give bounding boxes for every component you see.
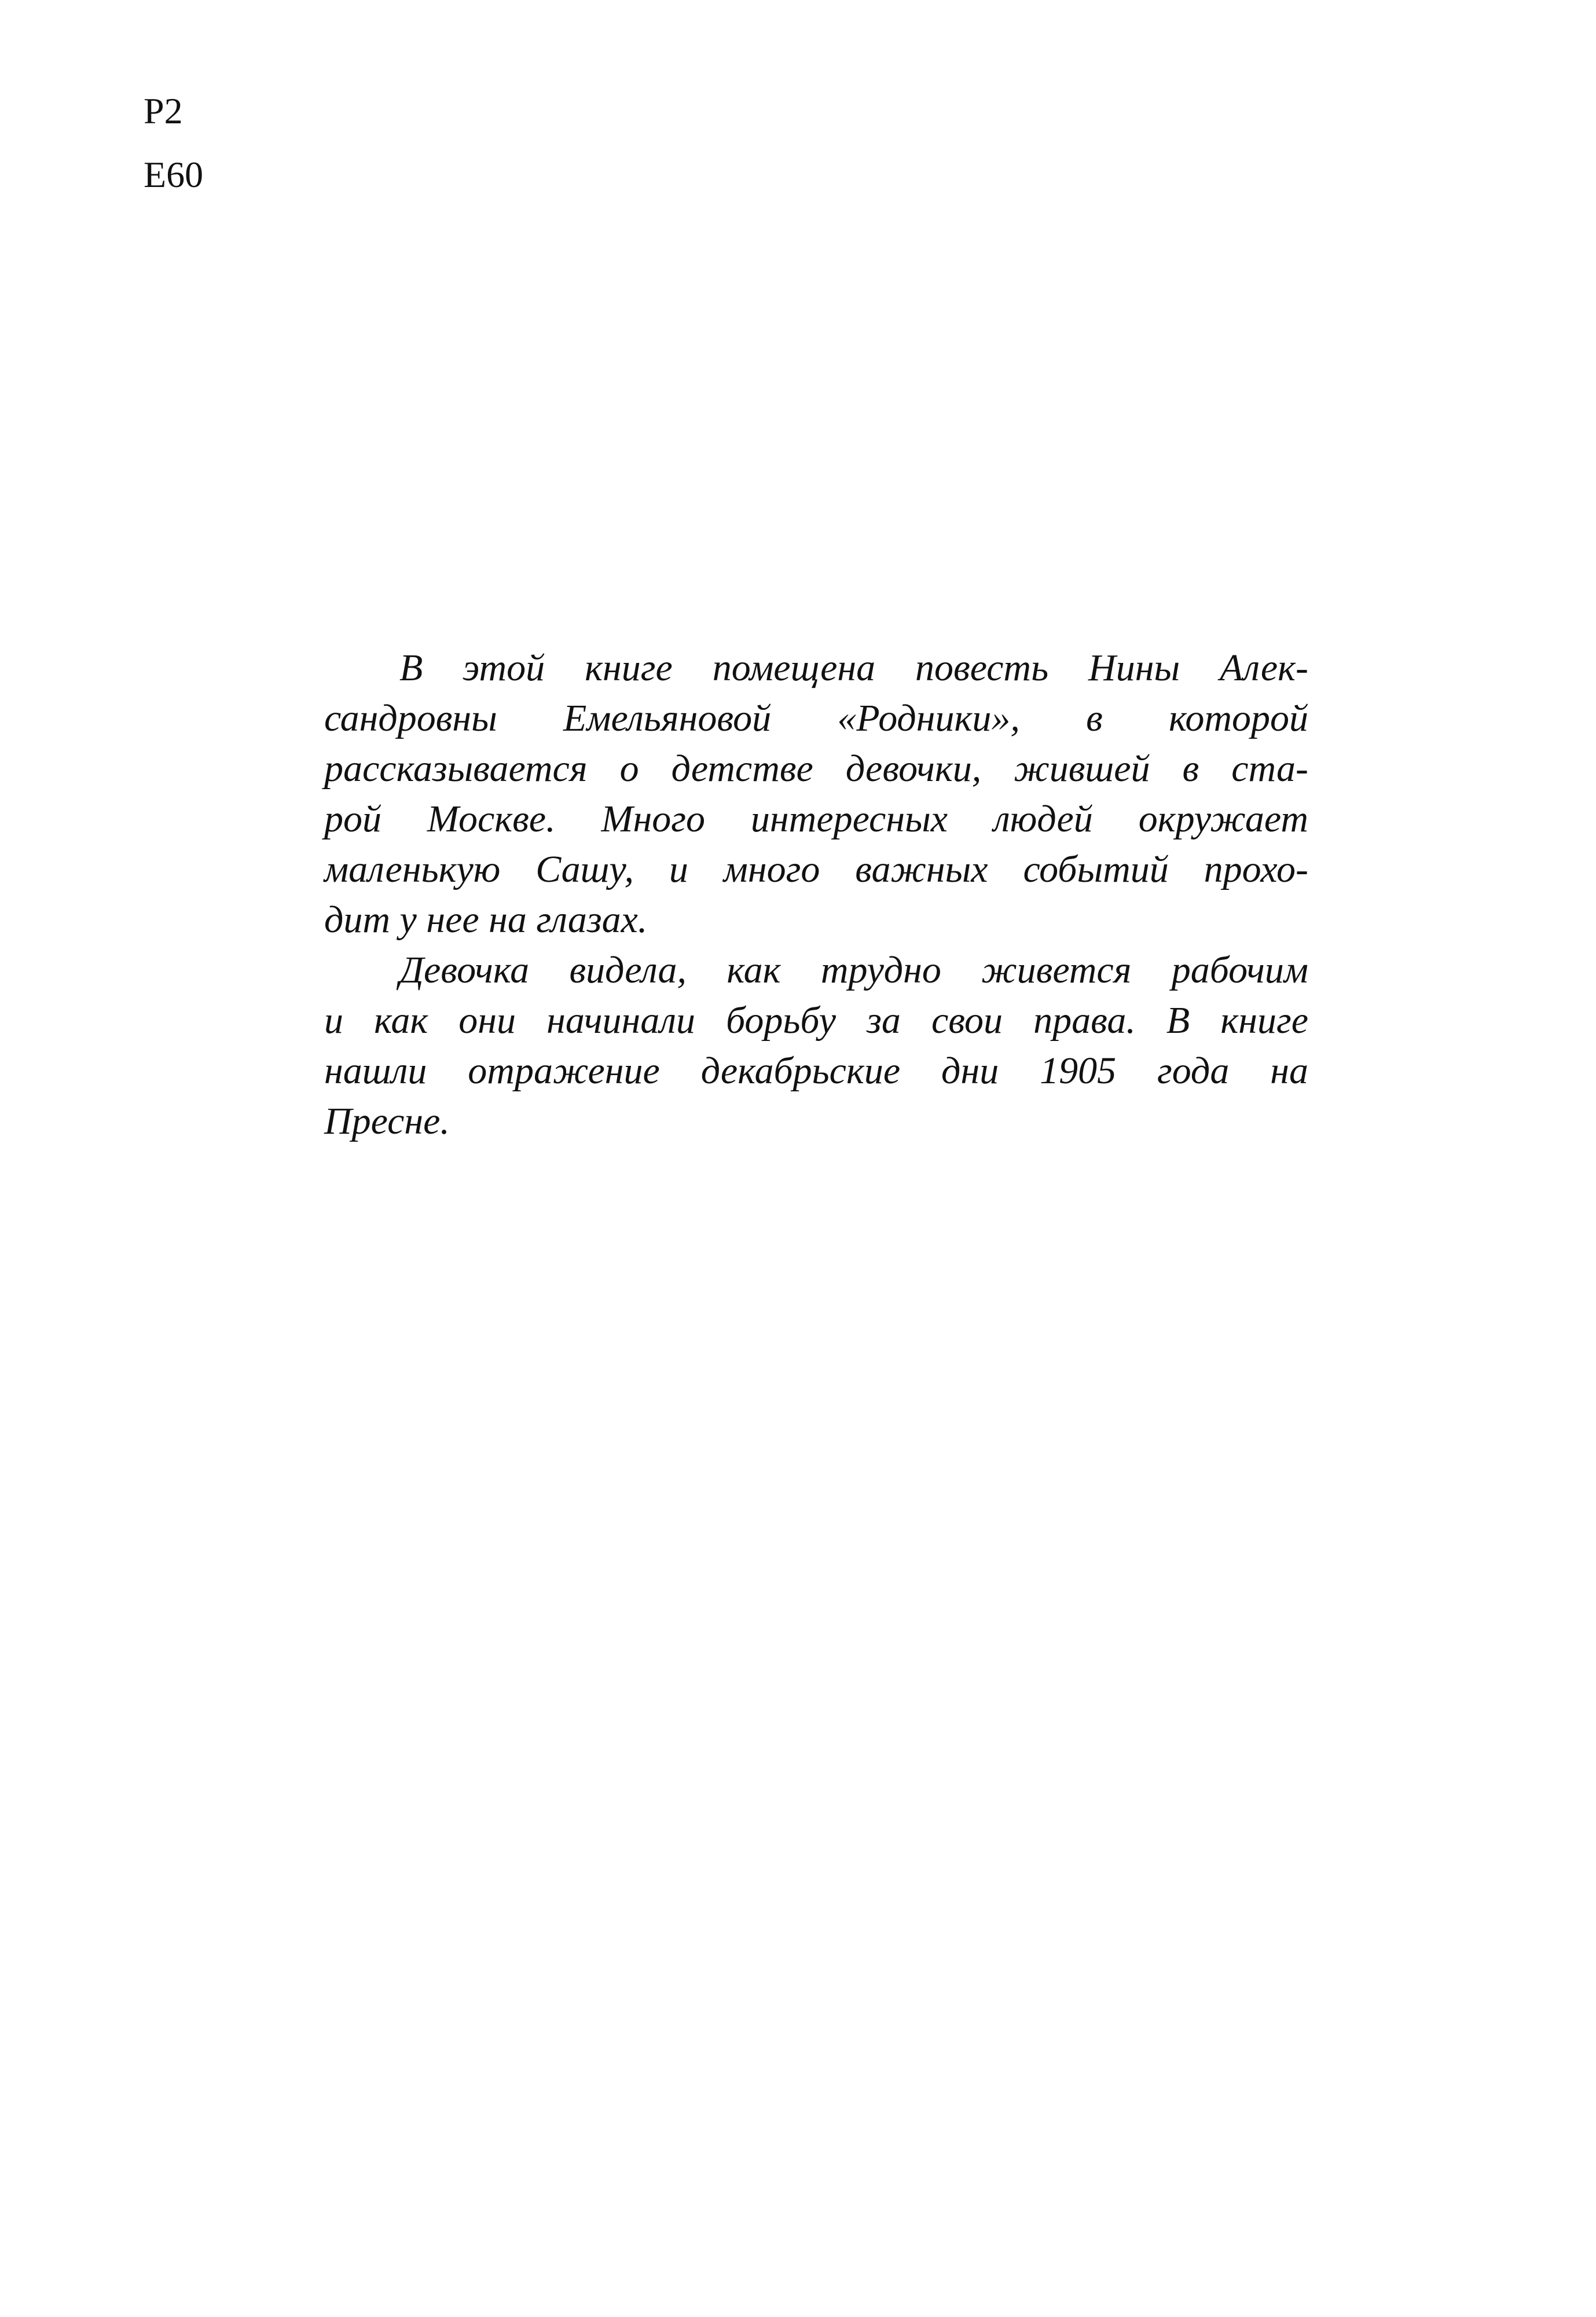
library-classification-index: Р2: [144, 90, 183, 131]
text-line: Пресне.: [324, 1100, 450, 1142]
annotation-paragraph-2: [324, 945, 1308, 1146]
text-line: нашли отражение декабрьские дни 1905 года на: [324, 1050, 1308, 1092]
text-line: рой Москве. Много интересных людей окружает: [324, 798, 1308, 840]
author-mark: Е60: [144, 154, 204, 195]
text-line: В этой книге помещена повесть Нины Алек-: [399, 647, 1308, 689]
annotation-paragraph-1: [324, 643, 1308, 945]
text-line: сандровны Емельяновой «Родники», в которой: [324, 697, 1308, 739]
book-annotation: [324, 643, 1308, 1146]
text-line: маленькую Сашу, и много важных событий прохо-: [324, 848, 1308, 890]
text-line: Девочка видела, как трудно живется рабочим: [399, 949, 1308, 991]
text-line: дит у нее на глазах.: [324, 899, 648, 941]
text-line: рассказывается о детстве девочки, жившей в ста-: [324, 747, 1308, 790]
text-line: и как они начинали борьбу за свои права. В книге: [324, 999, 1308, 1042]
